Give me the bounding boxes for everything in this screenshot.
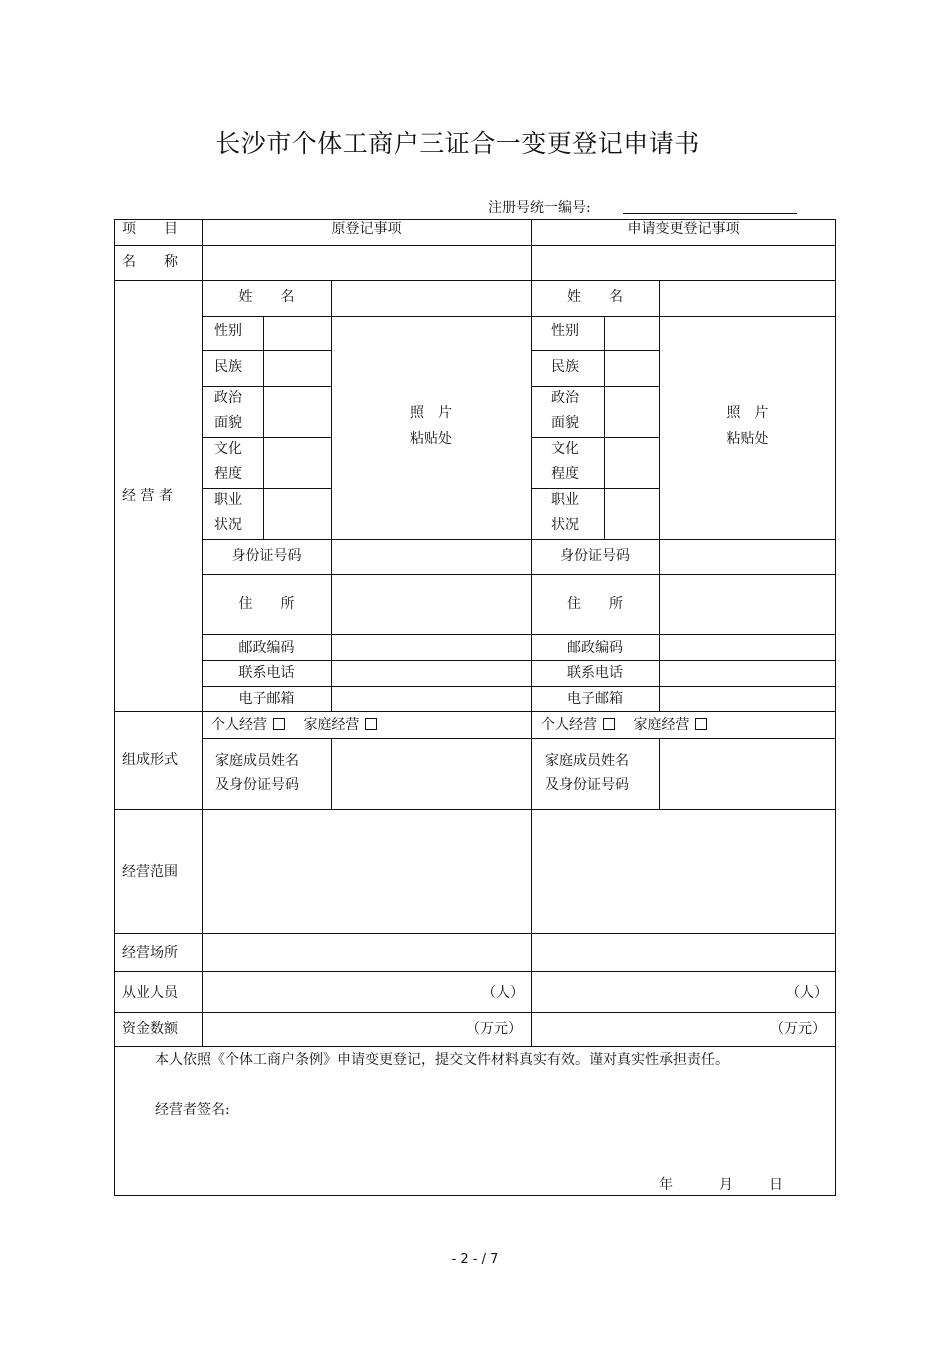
declaration-text: 本人依照《个体工商户条例》申请变更登记，提交文件材料真实有效。谨对真实性承担责任。 — [155, 1052, 729, 1068]
chg-capital-unit: （万元） — [770, 1021, 826, 1037]
registration-number-label: 注册号统一编号: — [488, 200, 591, 216]
row-label-premises: 经营场所 — [122, 945, 178, 961]
chg-postcode-label: 邮政编码 — [567, 640, 623, 656]
header-original: 原登记事项 — [331, 221, 402, 237]
date-day: 日 — [769, 1177, 783, 1193]
row-label-capital: 资金数额 — [122, 1021, 178, 1037]
original-scope-field[interactable] — [203, 810, 530, 932]
chg-education-label-2: 程度 — [551, 466, 579, 482]
orig-composition-options — [211, 712, 377, 738]
orig-staff-unit: （人） — [482, 985, 524, 1001]
chg-family-checkbox[interactable] — [695, 718, 707, 730]
orig-occupation-label-2: 状况 — [214, 517, 242, 533]
chg-individual-label: 个人经营 — [541, 717, 597, 733]
row-label-name: 名 称 — [122, 254, 178, 270]
chg-family-label: 家庭经营 — [633, 717, 690, 733]
orig-political-label-1: 政治 — [214, 390, 242, 406]
chg-name-label: 姓 名 — [567, 289, 623, 305]
orig-postcode-label: 邮政编码 — [238, 640, 295, 656]
orig-education-label-1: 文化 — [214, 441, 242, 457]
orig-photo-label-2: 粘贴处 — [410, 431, 452, 447]
header-change: 申请变更登记事项 — [627, 221, 740, 237]
orig-capital-unit: （万元） — [466, 1021, 522, 1037]
orig-family-members-label-1: 家庭成员姓名 — [215, 753, 299, 769]
orig-address-label: 住 所 — [238, 596, 295, 612]
chg-occupation-label-2: 状况 — [551, 517, 579, 533]
registration-number-field[interactable] — [623, 213, 797, 214]
chg-gender-label: 性别 — [551, 323, 579, 339]
date-month: 月 — [719, 1177, 733, 1193]
orig-individual-checkbox[interactable] — [273, 718, 285, 730]
chg-staff-unit: （人） — [786, 985, 828, 1001]
chg-education-label-1: 文化 — [551, 441, 579, 457]
chg-family-members-label-1: 家庭成员姓名 — [545, 753, 629, 769]
orig-phone-label: 联系电话 — [238, 665, 295, 681]
date-year: 年 — [659, 1177, 673, 1193]
chg-political-label-2: 面貌 — [551, 415, 579, 431]
chg-id-label: 身份证号码 — [560, 548, 630, 564]
row-label-composition: 组成形式 — [122, 752, 178, 768]
orig-family-label: 家庭经营 — [303, 717, 360, 733]
document-title: 长沙市个体工商户三证合一变更登记申请书 — [215, 129, 700, 158]
chg-ethnicity-label: 民族 — [551, 359, 579, 375]
signature-label: 经营者签名: — [155, 1102, 230, 1118]
chg-composition-options — [541, 712, 707, 738]
header-item: 项 目 — [122, 221, 178, 237]
orig-occupation-label-1: 职业 — [214, 492, 242, 508]
chg-email-label: 电子邮箱 — [567, 691, 623, 707]
chg-family-members-label-2: 及身份证号码 — [545, 777, 629, 793]
chg-occupation-label-1: 职业 — [551, 492, 579, 508]
orig-individual-label: 个人经营 — [211, 717, 267, 733]
change-scope-field[interactable] — [532, 810, 835, 932]
orig-gender-label: 性别 — [214, 323, 242, 339]
change-name-field[interactable] — [532, 250, 835, 279]
row-label-operator: 经 营 者 — [122, 488, 173, 504]
orig-id-label: 身份证号码 — [231, 548, 302, 564]
orig-name-label: 姓 名 — [238, 289, 295, 305]
orig-political-label-2: 面貌 — [214, 415, 242, 431]
orig-family-checkbox[interactable] — [365, 718, 377, 730]
original-name-field[interactable] — [203, 250, 530, 279]
chg-political-label-1: 政治 — [551, 390, 579, 406]
row-label-scope: 经营范围 — [122, 864, 178, 880]
orig-photo-label-1: 照 片 — [410, 405, 452, 421]
chg-phone-label: 联系电话 — [567, 665, 623, 681]
row-label-staff: 从业人员 — [122, 985, 178, 1001]
orig-ethnicity-label: 民族 — [214, 359, 242, 375]
orig-family-members-label-2: 及身份证号码 — [215, 777, 299, 793]
chg-address-label: 住 所 — [567, 596, 623, 612]
signature-field[interactable] — [240, 1100, 540, 1122]
chg-photo-label-2: 粘贴处 — [726, 431, 769, 447]
chg-individual-checkbox[interactable] — [603, 718, 615, 730]
page-number: - 2 - / 7 — [451, 1252, 499, 1267]
orig-email-label: 电子邮箱 — [238, 691, 295, 707]
chg-photo-label-1: 照 片 — [726, 405, 769, 421]
orig-education-label-2: 程度 — [214, 466, 242, 482]
